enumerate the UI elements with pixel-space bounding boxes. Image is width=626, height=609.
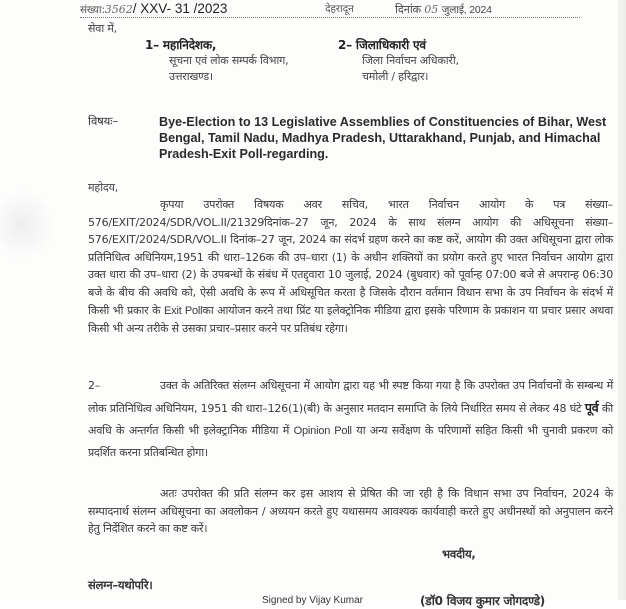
addressee-title: 1– महानिदेशक, xyxy=(145,38,217,52)
addressee-title: 2– जिलाधिकारी एवं xyxy=(338,38,426,52)
signatory-name: (डॉ0 विजय कुमार जोगदण्डे) xyxy=(420,594,546,608)
paragraph-2 xyxy=(88,375,613,464)
addressee-line: जिला निर्वाचन अधिकारी, xyxy=(362,54,459,67)
enclosure-note: संलग्न–यथोपरि। xyxy=(88,578,153,592)
opinion-poll-term: Opinion Poll xyxy=(293,425,352,437)
letter-date xyxy=(395,2,492,17)
addressee-1 xyxy=(145,37,288,85)
addressee-line: उत्तराखण्ड। xyxy=(169,70,213,83)
paragraph-1 xyxy=(88,196,613,338)
subject-label: विषयः– xyxy=(88,114,118,128)
paragraph-2-text: उक्त के अतिरिक्त संलग्न अधिसूचना में आयोग द्वारा यह भी स्पष्ट किया गया है कि उपरोक्त उप निर्वाचनों के सम्बन्ध में लोक प्रतिनिधित्व अधिनियम, 1951 की धारा–126(1)(बी) के अनुसार मतदान समाप्ति के लिये निर्धारित समय से लेकर 48 घंटे xyxy=(88,379,613,415)
reference-number xyxy=(80,1,227,17)
emphasis-purv: पूर्व xyxy=(584,400,599,415)
paragraph-3 xyxy=(88,485,613,538)
closing: भवदीय, xyxy=(442,547,476,561)
addressee-line: सूचना एवं लोक सम्पर्क विभाग, xyxy=(169,54,289,67)
reference-handwritten-number: 3562 xyxy=(104,3,133,16)
date-handwritten-day: 05 xyxy=(424,3,439,16)
paragraph-2-text-end: या अन्य सर्वेक्षण के परिणामों सहित किसी भी चुनावी प्रकरण को प्रदर्शित करना प्रतिबन्धित होगा। xyxy=(88,424,613,459)
addressee-line: चमोली / हरिद्वार। xyxy=(362,70,429,83)
paragraph-2-text-cont: की अवधि के अन्तर्गत किसी भी इलेक्ट्रानिक मीडिया में xyxy=(88,402,613,437)
paragraph-number: 2– xyxy=(88,379,101,392)
salutation: महोदय, xyxy=(88,181,118,194)
subject-text: Bye-Election to 13 Legislative Assemblies of Constituencies of Bihar, West Bengal, Tamil Nadu, Madhya Pradesh, Uttarakhand, Punjab, and Himachal Pradesh-Exit Poll-regarding. xyxy=(159,115,607,161)
digital-signature-label: Signed by Vijay Kumar xyxy=(262,595,363,606)
to-label: सेवा में, xyxy=(88,22,117,35)
addressee-2 xyxy=(338,37,459,85)
page-edge-shadow xyxy=(618,0,626,600)
letter-header xyxy=(80,0,580,18)
exit-poll-term: Exit Poll xyxy=(164,304,203,317)
paragraph-1-text: कृपया उपरोक्त विषयक अवर सचिव, भारत निर्वाचन आयोग के पत्र संख्या–576/EXIT/2024/SDR/VOL.II/21329दिनांक–27 जून, 2024 के साथ संलग्न आयोग की अधिसूचना संख्या–576/EXIT/2024/SDR/VOL.II दिनांक–27 जून, 2024 का संदर्भ ग्रहण करने का कष्ट करें, आयोग की उक्त अधिसूचना द्वारा लोक प्रतिनिधित्व अधिनियम,1951 की धारा–126क की उप–धारा (1) के अधीन शक्तियों का प्रयोग करते हुए भारत निर्वाचन आयोग द्वारा उक्त धारा की उप–धारा (2) के उपबन्धों के संबंध में एतद्द्वारा 10 जुलाई, 2024 (बुधवार) को पूर्वान्ह 07:00 बजे से अपरान्ह 06:30 बजे के बीच की अवधि को, ऐसी अवधि के रूप में अधिसूचित करता है जिसके दौरान वर्तमान विधान सभा के उप निर्वाचन के संदर्भ में किसी भी प्रकार के xyxy=(88,198,613,317)
date-month-year: जुलाई, 2024 xyxy=(441,4,492,16)
scan-stain xyxy=(0,190,55,260)
place: देहरादून xyxy=(325,3,354,15)
reference-code: / XXV- 31 /2023 xyxy=(132,1,228,16)
date-label: दिनांक xyxy=(395,3,421,16)
paragraph-1-text-cont: का आयोजन करने तथा प्रिंट या इलेक्ट्रोनिक मीडिया द्वारा इसके परिणाम के प्रकाशन या प्रचार प्रसार अथवा किसी भी अन्य तरीके से उसका प्रचार–प्रसार करने पर प्रतिबंध रहेगा। xyxy=(88,303,614,336)
paragraph-3-text: अतः उपरोक्त की प्रति संलग्न कर इस आशय से प्रेषित की जा रही है कि विधान सभा उप निर्वाचन, 2024 के सम्पादनार्थ संलग्न अधिसूचना का अवलोकन / अध्ययन करते हुए यथासमय आवश्यक कार्यवाही करते हुए अधीनस्थों को अनुपालन करने हेतु निर्देशित करने का कष्ट करें। xyxy=(88,487,613,536)
reference-label: संख्या: xyxy=(80,4,105,16)
